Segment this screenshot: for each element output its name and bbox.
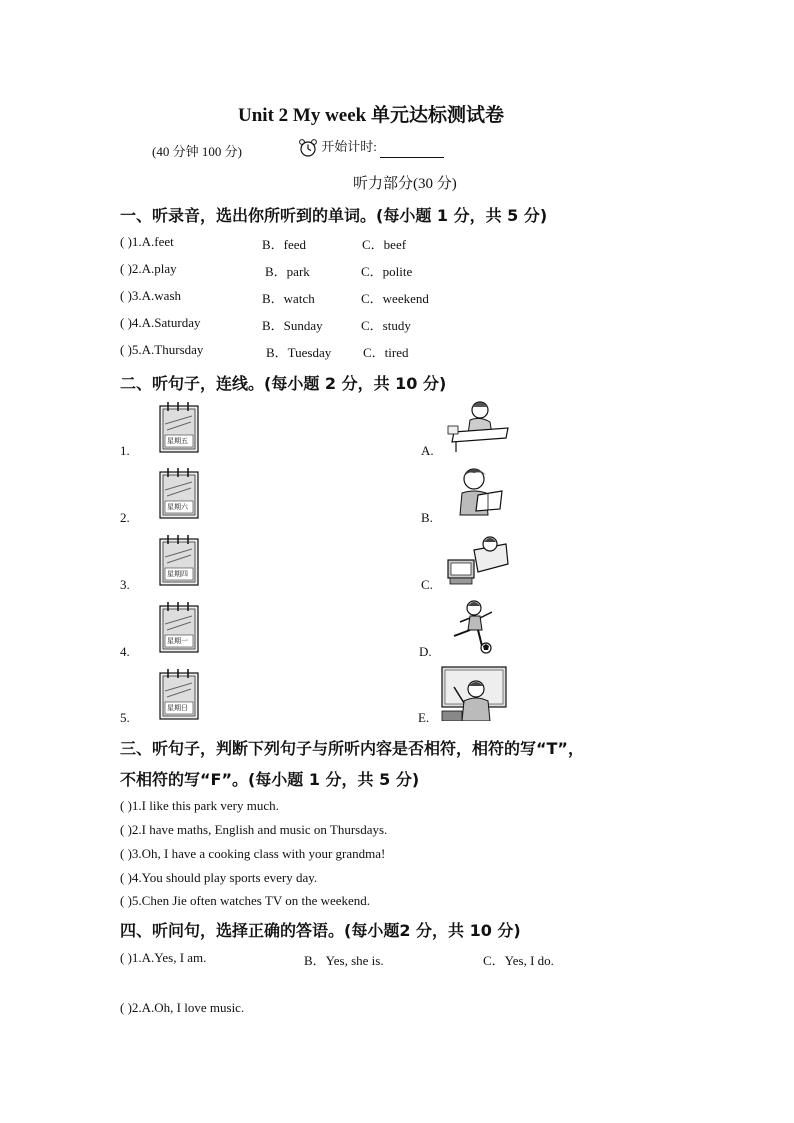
list-item: ( )1.I like this park very much.: [120, 798, 279, 813]
calendar-day-label: 星期日: [167, 704, 188, 712]
time-score: (40 分钟 100 分): [152, 144, 242, 159]
calendar-day-label: 星期一: [167, 637, 188, 645]
match-right-letter: C.: [421, 577, 433, 592]
match-left-number: 4.: [120, 644, 130, 659]
match-right-letter: A.: [421, 443, 434, 458]
calendar-day-label: 星期六: [167, 503, 188, 511]
child-playing-football-image: [440, 598, 510, 654]
list-item: ( )5.A.Thursday B．Tuesday C．tired: [120, 342, 409, 360]
child-at-blackboard-image: [440, 665, 510, 721]
list-item: ( )5.Chen Jie often watches TV on the weekend.: [120, 893, 371, 908]
calendar-icon: [158, 600, 200, 654]
list-item: ( )1.A.feet B．feed C．beef: [120, 234, 407, 252]
section-4-heading: 四、听问句，选择正确的答语。(每小题2 分，共 10 分): [120, 921, 521, 940]
calendar-icon: [158, 466, 200, 520]
section-2-heading: 二、听句子，连线。(每小题 2 分，共 10 分): [120, 374, 447, 393]
timer: [298, 136, 444, 158]
calendar-icon: [158, 400, 200, 454]
calendar-icon: [158, 533, 200, 587]
match-left-number: 5.: [120, 710, 130, 725]
child-watching-tv-image: [444, 530, 514, 586]
list-item: ( )4.A.Saturday B．Sunday C．study: [120, 315, 411, 333]
list-item: ( )2.A.Oh, I love music.: [120, 1000, 245, 1015]
child-reading-book-image: [440, 465, 510, 521]
list-item: ( )1.A.Yes, I am. B．Yes, she is. C．Yes, I do.: [120, 950, 554, 968]
match-left-number: 3.: [120, 577, 130, 592]
child-studying-at-desk-image: [440, 398, 510, 454]
calendar-icon: [158, 667, 200, 721]
page-title: Unit 2 My week 单元达标测试卷: [238, 105, 504, 126]
section-3-heading-line2: 不相符的写“F”。(每小题 1 分，共 5 分): [120, 770, 420, 789]
list-item: ( )3.Oh, I have a cooking class with your grandma!: [120, 846, 386, 861]
list-item: ( )3.A.wash B．watch C．weekend: [120, 288, 429, 306]
calendar-day-label: 星期五: [167, 437, 188, 445]
timer-blank[interactable]: [380, 146, 444, 158]
match-right-letter: E.: [418, 710, 430, 725]
match-left-number: 2.: [120, 510, 130, 525]
match-right-letter: B.: [421, 510, 433, 525]
listening-part-label: 听力部分(30 分): [353, 176, 457, 192]
alarm-clock-icon: [298, 138, 318, 158]
section-3-heading-line1: 三、听句子，判断下列句子与所听内容是否相符，相符的写“T”，: [120, 739, 584, 758]
section-1-heading: 一、听录音，选出你所听到的单词。(每小题 1 分，共 5 分): [120, 206, 548, 225]
timer-label: 开始计时:: [321, 139, 377, 154]
calendar-day-label: 星期四: [167, 570, 188, 578]
match-left-number: 1.: [120, 443, 130, 458]
list-item: ( )4.You should play sports every day.: [120, 870, 318, 885]
match-right-letter: D.: [419, 644, 432, 659]
list-item: ( )2.A.play B．park C．polite: [120, 261, 413, 279]
list-item: ( )2.I have maths, English and music on Thursdays.: [120, 822, 388, 837]
